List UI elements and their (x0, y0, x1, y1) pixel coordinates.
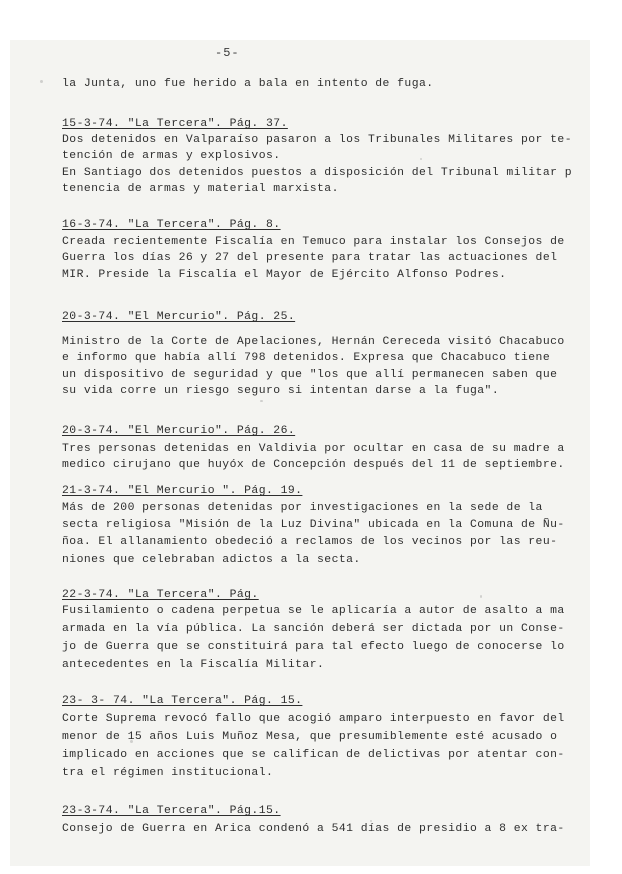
text-line: Ministro de la Corte de Apelaciones, Hernán Cereceda visitó Chacabuco (62, 336, 565, 348)
entry-heading: 22-3-74. "La Tercera". Pág. (62, 589, 259, 601)
text-line: Guerra los días 26 y 27 del presente para tratar las actuaciones del (62, 252, 558, 264)
text-line: menor de 15 años Luis Muñoz Mesa, que presumiblemente esté acusado o (62, 731, 558, 743)
text-line: tra el régimen institucional. (62, 767, 274, 779)
text-line: implicado en acciones que se califican de delictivas por atentar con- (62, 749, 565, 761)
entry-heading: 16-3-74. "La Tercera". Pág. 8. (62, 219, 281, 231)
document-page (10, 40, 590, 866)
page-number: -5- (215, 46, 240, 60)
text-line: En Santiago dos detenidos puestos a disposición del Tribunal militar p (62, 167, 572, 179)
text-line: armada en la vía pública. La sanción deberá ser dictada por un Conse- (62, 623, 565, 635)
text-line: Fusilamiento o cadena perpetua se le aplicaría a autor de asalto a ma (62, 605, 565, 617)
text-line: e informo que había allí 798 detenidos. Expresa que Chacabuco tiene (62, 352, 551, 364)
text-line: MIR. Preside la Fiscalía el Mayor de Ejército Alfonso Podres. (62, 269, 507, 281)
text-line: Tres personas detenidas en Valdivia por ocultar en casa de su madre a (62, 443, 565, 455)
entry-heading: 20-3-74. "El Mercurio". Pág. 26. (62, 425, 296, 437)
entry-heading: 21-3-74. "El Mercurio ". Pág. 19. (62, 485, 303, 497)
text-line: Consejo de Guerra en Arica condenó a 541 días de presidio a 8 ex tra- (62, 823, 565, 835)
entry-heading: 23-3-74. "La Tercera". Pág.15. (62, 805, 281, 817)
entry-heading: 23- 3- 74. "La Tercera". Pág. 15. (62, 695, 303, 707)
text-line: secta religiosa "Misión de la Luz Divina" ubicada en la Comuna de Ñu- (62, 519, 565, 531)
text-line: antecedentes en la Fiscalía Militar. (62, 659, 325, 671)
text-line: niones que celebraban adictos a la secta. (62, 554, 361, 566)
text-line: Dos detenidos en Valparaíso pasaron a los Tribunales Militares por te- (62, 134, 572, 146)
text-line: jo de Guerra que se constituirá para tal efecto luego de conocerse lo (62, 641, 565, 653)
text-line: ñoa. El allanamiento obedeció a reclamos de los vecinos por las reu- (62, 536, 558, 548)
text-line: la Junta, uno fue herido a bala en intento de fuga. (62, 78, 434, 90)
entry-heading: 20-3-74. "El Mercurio". Pág. 25. (62, 311, 296, 323)
entry-heading: 15-3-74. "La Tercera". Pág. 37. (62, 118, 288, 130)
text-line: Creada recientemente Fiscalía en Temuco para instalar los Consejos de (62, 236, 565, 248)
text-line: medico cirujano que huyóx de Concepción después del 11 de septiembre. (62, 459, 565, 471)
text-line: Corte Suprema revocó fallo que acogió amparo interpuesto en favor del (62, 713, 565, 725)
text-line: un dispositivo de seguridad y que "los que allí permanecen saben que (62, 369, 558, 381)
text-line: tenencia de armas y material marxista. (62, 183, 339, 195)
text-line: Más de 200 personas detenidas por investigaciones en la sede de la (62, 502, 543, 514)
text-line: tención de armas y explosivos. (62, 150, 281, 162)
text-line: su vida corre un riesgo seguro si intentan darse a la fuga". (62, 385, 500, 397)
